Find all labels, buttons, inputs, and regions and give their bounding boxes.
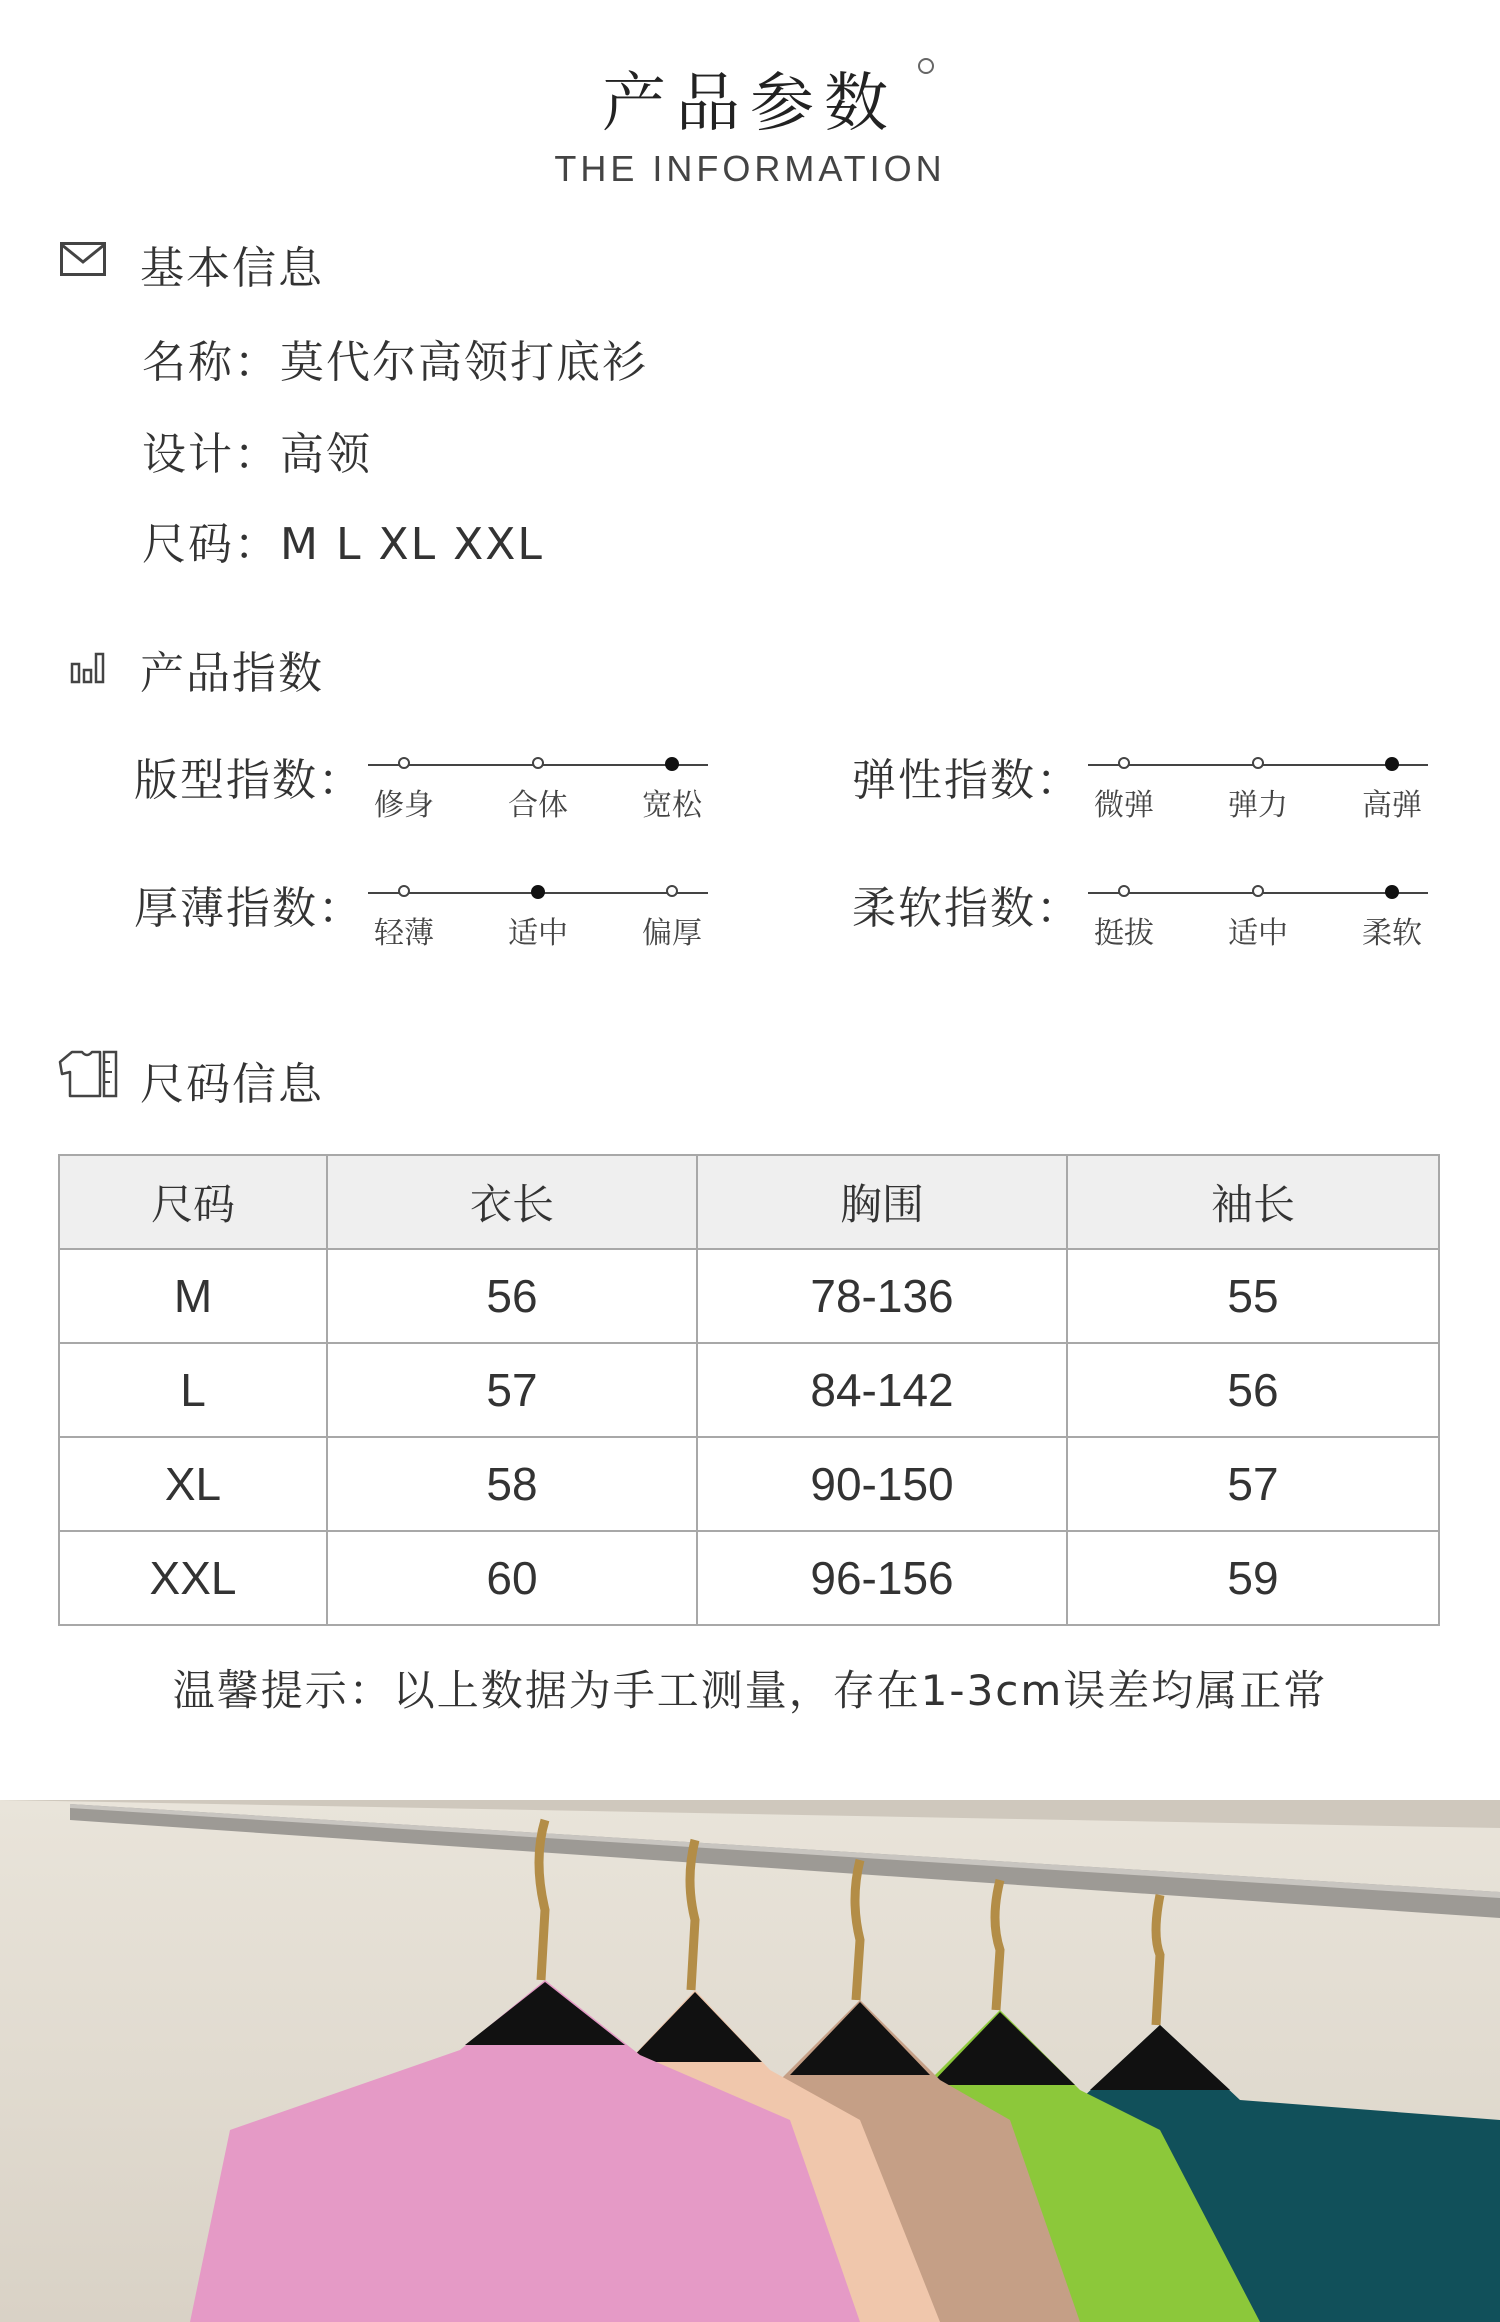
- cell-length: 56: [327, 1249, 697, 1343]
- envelope-icon: [60, 242, 106, 276]
- scale-option-label: 高弹: [1362, 788, 1422, 823]
- scale-dot-selected: [665, 757, 679, 771]
- cell-length: 58: [327, 1437, 697, 1531]
- info-size: 尺码：M L XL XXL: [142, 519, 544, 570]
- size-table: [58, 1154, 1440, 1626]
- bar-chart-icon: [70, 650, 106, 686]
- scale-option-label: 轻薄: [374, 916, 434, 951]
- scale-dot: [1252, 885, 1264, 897]
- cell-sleeve: 59: [1067, 1531, 1439, 1625]
- shirt-ruler-icon: [58, 1048, 120, 1100]
- size-info-title: 尺码信息: [140, 1059, 324, 1110]
- scale-option-label: 合体: [508, 788, 568, 823]
- product-photo: [0, 1800, 1500, 2322]
- cell-bust: 90-150: [697, 1437, 1067, 1531]
- thickness-index-label: 厚薄指数：: [134, 883, 364, 934]
- scale-dot: [532, 757, 544, 769]
- scale-option-label: 微弹: [1094, 788, 1154, 823]
- scale-dot: [1118, 885, 1130, 897]
- table-row: [59, 1249, 1439, 1343]
- scale-dot: [666, 885, 678, 897]
- info-design: 设计：高领: [142, 429, 372, 480]
- scale-dot: [1118, 757, 1130, 769]
- info-name: 名称：莫代尔高领打底衫: [142, 337, 648, 388]
- header-sleeve: 袖长: [1067, 1155, 1439, 1249]
- fit-index-scale: [368, 752, 708, 822]
- cell-size: XL: [59, 1437, 327, 1531]
- cell-sleeve: 56: [1067, 1343, 1439, 1437]
- elasticity-index-label: 弹性指数：: [852, 755, 1082, 806]
- scale-option-label: 挺拔: [1094, 916, 1154, 951]
- size-table-header: [59, 1155, 1439, 1249]
- cell-size: XXL: [59, 1531, 327, 1625]
- softness-index-scale: [1088, 880, 1428, 950]
- scale-dot-selected: [1385, 757, 1399, 771]
- scale-dot-selected: [1385, 885, 1399, 899]
- table-row: [59, 1437, 1439, 1531]
- softness-index-label: 柔软指数：: [852, 883, 1082, 934]
- scale-option-label: 宽松: [642, 788, 702, 823]
- header-bust: 胸围: [697, 1155, 1067, 1249]
- fit-index-label: 版型指数：: [134, 755, 364, 806]
- title-degree-mark: [918, 58, 934, 74]
- scale-option-label: 适中: [508, 916, 568, 951]
- cell-size: M: [59, 1249, 327, 1343]
- scale-dot-selected: [531, 885, 545, 899]
- basic-info-title: 基本信息: [140, 243, 324, 294]
- page-subtitle: THE INFORMATION: [554, 148, 946, 189]
- page-title: 产品参数: [602, 67, 898, 141]
- scale-dot: [1252, 757, 1264, 769]
- header-size: 尺码: [59, 1155, 327, 1249]
- scale-dot: [398, 885, 410, 897]
- cell-bust: 84-142: [697, 1343, 1067, 1437]
- cell-length: 57: [327, 1343, 697, 1437]
- measurement-tip: 温馨提示：以上数据为手工测量，存在1-3cm误差均属正常: [172, 1666, 1328, 1715]
- table-row: [59, 1531, 1439, 1625]
- table-row: [59, 1343, 1439, 1437]
- cell-size: L: [59, 1343, 327, 1437]
- elasticity-index-scale: [1088, 752, 1428, 822]
- cell-sleeve: 57: [1067, 1437, 1439, 1531]
- cell-bust: 78-136: [697, 1249, 1067, 1343]
- thickness-index-scale: [368, 880, 708, 950]
- product-index-title: 产品指数: [140, 648, 324, 699]
- cell-bust: 96-156: [697, 1531, 1067, 1625]
- header-length: 衣长: [327, 1155, 697, 1249]
- cell-length: 60: [327, 1531, 697, 1625]
- scale-option-label: 偏厚: [642, 916, 702, 951]
- scale-option-label: 修身: [374, 788, 434, 823]
- scale-dot: [398, 757, 410, 769]
- scale-option-label: 柔软: [1362, 916, 1422, 951]
- cell-sleeve: 55: [1067, 1249, 1439, 1343]
- scale-option-label: 弹力: [1228, 788, 1288, 823]
- scale-option-label: 适中: [1228, 916, 1288, 951]
